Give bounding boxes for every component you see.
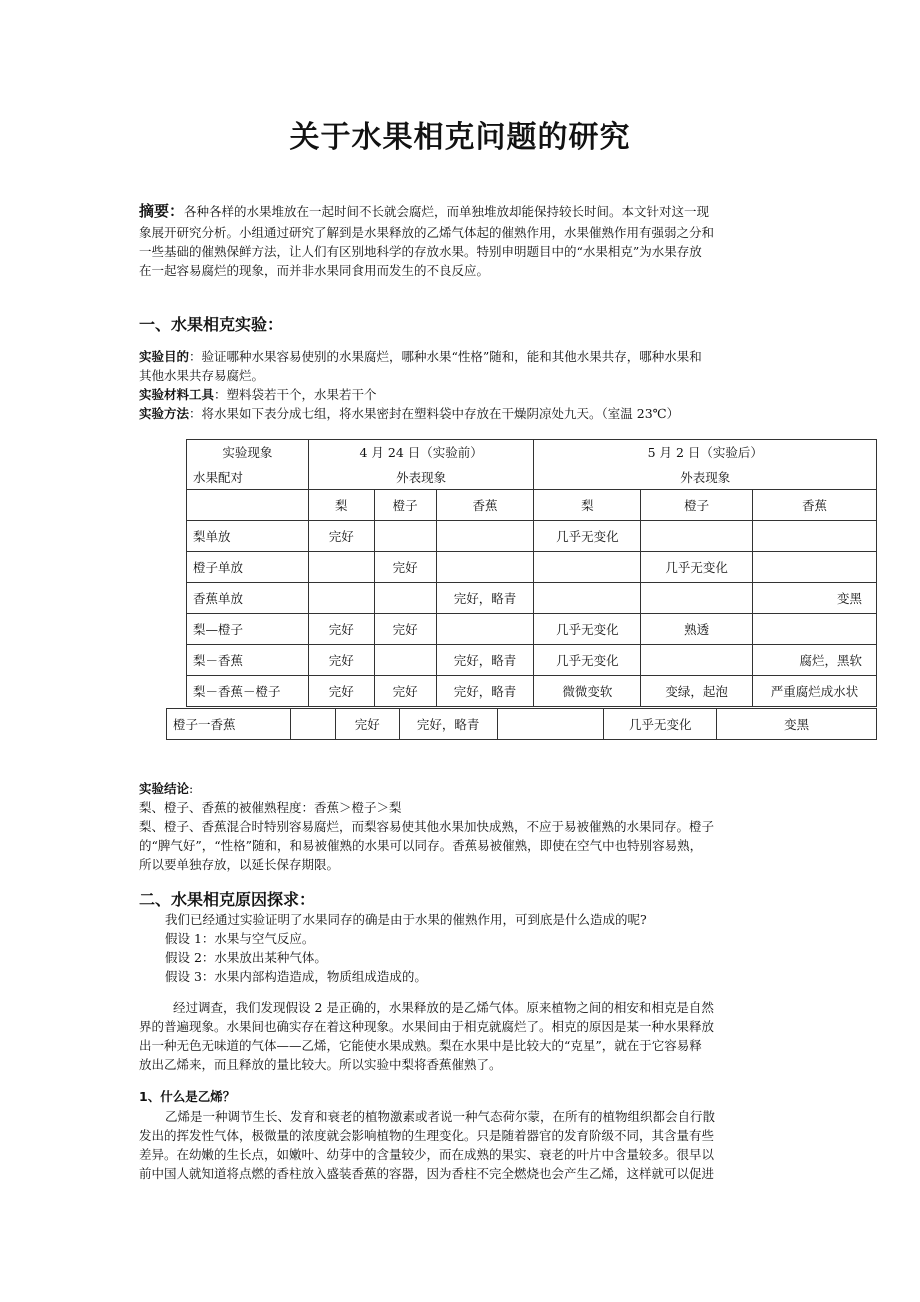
table-row (187, 675, 877, 706)
table-row (187, 644, 877, 675)
abstract-label: 摘要： (139, 202, 185, 220)
hypotheses (139, 910, 781, 986)
table-cell: 几乎无变化 (604, 709, 717, 740)
table-row (167, 709, 877, 740)
header-date-after: 5 月 2 日（实验后） (534, 440, 877, 465)
table-cell: 严重腐烂成水状 (753, 675, 877, 706)
table-cell: 完好 (308, 520, 374, 551)
paragraph-line: 放出乙烯来，而且释放的量比较大。所以实验中梨将香蕉催熟了。 (139, 1057, 502, 1072)
table-cell (374, 644, 436, 675)
table-cell: 完好 (335, 709, 399, 740)
paragraph-line: 差异。在幼嫩的生长点，如嫩叶、幼芽中的含量较少，而在成熟的果实、衰老的叶片中含量较多。很早以 (139, 1147, 715, 1162)
header-banana: 香蕉 (436, 489, 534, 520)
investigation-paragraph (139, 998, 781, 1074)
ethylene-paragraph (139, 1107, 781, 1183)
header-banana: 香蕉 (753, 489, 877, 520)
table-row (187, 613, 877, 644)
row-label: 梨－香蕉 (187, 644, 309, 675)
table-cell: 完好 (308, 675, 374, 706)
table-cell: 几乎无变化 (534, 613, 641, 644)
abstract-line: 象展开研究分析。小组通过研究了解到是水果释放的乙烯气体起的催熟作用，水果催熟作用有强弱之分和 (139, 225, 715, 240)
paragraph-line: 乙烯是一种调节生长、发育和衰老的植物激素或者说一种气态荷尔蒙，在所有的植物组织都会自行散 (165, 1109, 716, 1124)
row-label: 橙子单放 (187, 551, 309, 582)
purpose-text: 其他水果共存易腐烂。 (139, 368, 265, 383)
header-phenomenon: 实验现象 (187, 440, 309, 465)
table-cell (436, 551, 534, 582)
table-cell: 变绿，起泡 (641, 675, 753, 706)
table-cell (534, 582, 641, 613)
row-label: 梨－香蕉－橙子 (187, 675, 309, 706)
row-label: 香蕉单放 (187, 582, 309, 613)
materials-label: 实验材料工具 (139, 387, 215, 402)
method-text: ：将水果如下表分成七组，将水果密封在塑料袋中存放在干燥阴凉处九天。（室温 23℃） (189, 406, 680, 421)
table-cell (753, 613, 877, 644)
table-cell (641, 520, 753, 551)
experiment-table (186, 439, 877, 707)
conclusion-line: 的“脾气好”，“性格”随和，和易被催熟的水果可以同存。香蕉易被催熟，即使在空气中也特别容易熟， (139, 838, 703, 853)
conclusion-colon: : (189, 781, 194, 796)
table-cell: 完好 (308, 644, 374, 675)
header-appearance-after: 外表现象 (534, 465, 877, 490)
experiment-info (139, 347, 781, 423)
table-cell (497, 709, 604, 740)
conclusion-label: 实验结论 (139, 781, 190, 796)
table-cell (374, 520, 436, 551)
abstract (139, 200, 781, 280)
table-cell: 完好 (374, 613, 436, 644)
row-label: 橙子一香蕉 (167, 709, 291, 740)
table-cell (753, 520, 877, 551)
section-1-heading: 一、水果相克实验： (139, 315, 284, 334)
header-pear: 梨 (308, 489, 374, 520)
table-cell: 完好，略青 (436, 675, 534, 706)
table-cell: 熟透 (641, 613, 753, 644)
table-cell (641, 644, 753, 675)
header-orange: 橙子 (641, 489, 753, 520)
table-cell (436, 613, 534, 644)
hypothesis-line: 假设 2：水果放出某种气体。 (165, 950, 327, 965)
section-2-heading: 二、水果相克原因探求： (139, 890, 316, 909)
hypothesis-line: 我们已经通过实验证明了水果同存的确是由于水果的催熟作用，可到底是什么造成的呢? (165, 912, 647, 927)
subsection-1-heading: 1、什么是乙烯？ (139, 1089, 236, 1104)
table-cell (436, 520, 534, 551)
table-cell (290, 709, 335, 740)
table-row (187, 520, 877, 551)
table-cell (753, 551, 877, 582)
paragraph-line: 界的普遍现象。水果间也确实存在着这种现象。水果间由于相克就腐烂了。相克的原因是某一种水果释放 (139, 1019, 715, 1034)
abstract-line: 各种各样的水果堆放在一起时间不长就会腐烂，而单独堆放却能保持较长时间。本文针对这一现 (184, 204, 710, 219)
table-cell: 变黑 (753, 582, 877, 613)
paragraph-line: 前中国人就知道将点燃的香柱放入盛装香蕉的容器，因为香柱不完全燃烧也会产生乙烯，这样就可以促进 (139, 1166, 715, 1181)
header-pairing: 水果配对 (187, 465, 309, 490)
header-pear: 梨 (534, 489, 641, 520)
conclusion (139, 779, 781, 874)
header-orange: 橙子 (374, 489, 436, 520)
conclusion-line: 梨、橙子、香蕉混合时特别容易腐烂，而梨容易使其他水果加快成熟，不应于易被催熟的水果同存。橙子 (139, 819, 715, 834)
table-cell (374, 582, 436, 613)
table-cell: 几乎无变化 (641, 551, 753, 582)
row-label: 梨—橙子 (187, 613, 309, 644)
table-cell: 完好 (374, 675, 436, 706)
table-row (187, 551, 877, 582)
table-cell: 几乎无变化 (534, 520, 641, 551)
purpose-label: 实验目的 (139, 349, 190, 364)
table-cell (534, 551, 641, 582)
table-cell (641, 582, 753, 613)
paragraph-line: 发出的挥发性气体，极微量的浓度就会影响植物的生理变化。只是随着器官的发育阶级不同，其含量有些 (139, 1128, 715, 1143)
header-date-before: 4 月 24 日（实验前） (308, 440, 534, 465)
hypothesis-line: 假设 1：水果与空气反应。 (165, 931, 315, 946)
materials-text: ：塑料袋若干个，水果若干个 (214, 387, 377, 402)
paragraph-line: 经过调查，我们发现假设 2 是正确的，水果释放的是乙烯气体。原来植物之间的相安和相克是自然 (173, 1000, 714, 1015)
table-cell: 完好，略青 (399, 709, 497, 740)
method-label: 实验方法 (139, 406, 190, 421)
hypothesis-line: 假设 3：水果内部构造造成，物质组成造成的。 (165, 969, 427, 984)
table-cell: 几乎无变化 (534, 644, 641, 675)
table-cell (308, 582, 374, 613)
table-cell: 腐烂，黑软 (753, 644, 877, 675)
table-cell: 变黑 (717, 709, 877, 740)
conclusion-line: 所以要单独存放，以延长保存期限。 (139, 857, 340, 872)
table-cell (308, 551, 374, 582)
abstract-line: 在一起容易腐烂的现象，而并非水果同食用而发生的不良反应。 (139, 263, 490, 278)
table-cell: 完好 (374, 551, 436, 582)
header-appearance-before: 外表现象 (308, 465, 534, 490)
table-cell: 完好 (308, 613, 374, 644)
experiment-table-extra-row (166, 708, 877, 740)
table-cell: 完好，略青 (436, 644, 534, 675)
abstract-line: 一些基础的催熟保鲜方法，让人们有区别地科学的存放水果。特别申明题目中的“水果相克”为水果存放 (139, 244, 702, 259)
purpose-text: ：验证哪种水果容易使别的水果腐烂，哪种水果“性格”随和，能和其他水果共存，哪种水果和 (189, 349, 702, 364)
header-empty (187, 489, 309, 520)
table-row (187, 582, 877, 613)
row-label: 梨单放 (187, 520, 309, 551)
table-cell: 完好，略青 (436, 582, 534, 613)
page-title: 关于水果相克问题的研究 (289, 120, 631, 155)
conclusion-line: 梨、橙子、香蕉的被催熟程度：香蕉＞橙子＞梨 (139, 800, 402, 815)
table-cell: 微微变软 (534, 675, 641, 706)
paragraph-line: 出一种无色无味道的气体——乙烯，它能使水果成熟。梨在水果中是比较大的“克星”，就在于它容易释 (139, 1038, 702, 1053)
